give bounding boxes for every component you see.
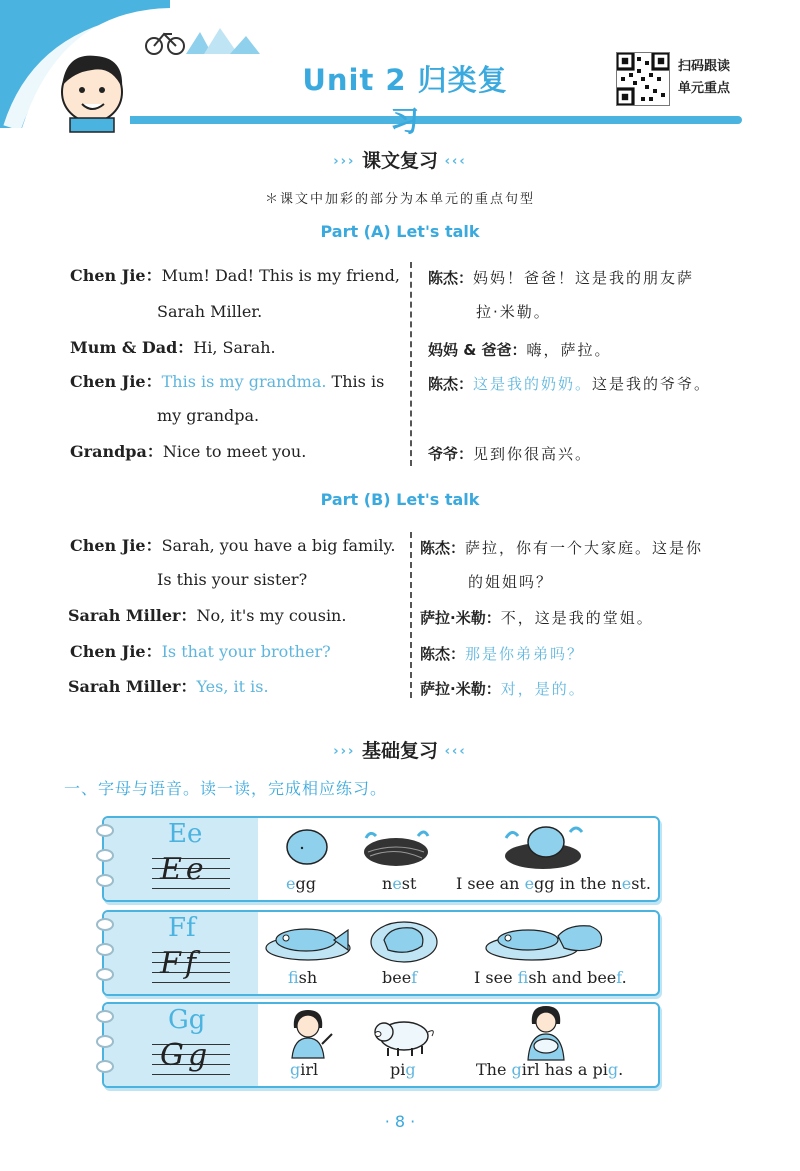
sentence-e: I see an egg in the nest. — [456, 874, 651, 893]
letter-script: Gg — [160, 1038, 212, 1073]
word-egg: egg — [286, 874, 316, 893]
key-sentence: Is that your brother? — [161, 642, 331, 661]
part-b-title: Part (B) Let's talk — [320, 490, 480, 509]
cn-text: 萨拉，你有一个大家庭。这是你 — [465, 539, 704, 557]
sentence-f: I see fish and beef. — [474, 968, 627, 987]
word-beef: beef — [382, 968, 418, 987]
cn-speaker: 萨拉·米勒： — [420, 609, 501, 627]
line-text: Nice to meet you. — [162, 442, 307, 461]
line-continuation: my grandpa. — [157, 406, 260, 425]
page-title: Unit 2 归类复习 — [302, 63, 508, 138]
dialogue-line — [68, 606, 346, 626]
section-title: 课文复习 — [361, 150, 438, 172]
cn-key-sentence: 对，是的。 — [500, 680, 586, 698]
beef-plate-icon — [368, 916, 440, 964]
exercise-title: 一、字母与语音。读一读，完成相应练习。 — [64, 779, 388, 798]
letter-script: Ff — [160, 946, 200, 981]
scan-line-1: 扫码跟读 — [678, 59, 731, 74]
cn-text: 妈妈！爸爸！这是我的朋友萨 — [473, 269, 695, 287]
arrow-left-icon: ‹‹‹ — [444, 154, 467, 169]
divider-a — [410, 262, 412, 466]
fish-and-beef-icon — [482, 918, 610, 964]
letter-print: Ff — [168, 913, 196, 943]
line-text: Mum! Dad! This is my friend, — [161, 266, 400, 285]
cn-speaker: 爷爷： — [428, 445, 474, 463]
translation-line — [420, 538, 703, 558]
cn-speaker: 萨拉·米勒： — [420, 680, 501, 698]
key-sentence: This is my grandma. — [161, 372, 327, 391]
translation-line — [420, 679, 586, 699]
letter-card-g — [102, 1002, 660, 1088]
nest-icon — [360, 824, 432, 870]
cn-text: 这是我的爷爷。 — [592, 375, 712, 393]
dialogue-line — [70, 536, 395, 556]
speaker: Mum & Dad： — [70, 338, 194, 357]
section-title: 基础复习 — [361, 740, 438, 762]
scan-prompt — [678, 56, 748, 100]
binder-rings — [96, 824, 116, 899]
fish-plate-icon — [264, 920, 352, 964]
speaker: Chen Jie： — [70, 266, 162, 285]
pig-icon — [370, 1014, 440, 1058]
binder-rings — [96, 1010, 116, 1085]
dialogue-line — [70, 372, 384, 392]
dialogue-line — [70, 338, 276, 358]
cn-speaker: 陈杰： — [420, 645, 466, 663]
cn-speaker: 陈杰： — [420, 539, 466, 557]
letter-card-f — [102, 910, 660, 996]
qr-code-icon[interactable] — [616, 52, 670, 106]
translation-line — [428, 268, 694, 288]
arrow-left-icon: ‹‹‹ — [444, 744, 467, 759]
line-continuation: Sarah Miller. — [157, 302, 263, 321]
cn-text: 见到你很高兴。 — [473, 445, 593, 463]
translation-line — [420, 608, 654, 628]
word-girl: girl — [290, 1060, 319, 1079]
word-pig: pig — [390, 1060, 416, 1079]
sentence-g: The girl has a pig. — [476, 1060, 624, 1079]
cn-speaker: 陈杰： — [428, 269, 474, 287]
key-sentence-note: ＊课文中加彩的部分为本单元的重点句型 — [264, 192, 535, 207]
speaker: Chen Jie： — [70, 536, 162, 555]
translation-continuation: 拉·米勒。 — [476, 303, 551, 321]
line-text: Hi, Sarah. — [193, 338, 276, 357]
letter-print: Ee — [168, 819, 203, 849]
dialogue-line — [68, 677, 269, 697]
cn-text: 嗨，萨拉。 — [526, 341, 612, 359]
translation-line — [428, 340, 612, 360]
translation-continuation: 的姐姐吗？ — [468, 573, 554, 591]
line-text: This is — [326, 372, 385, 391]
speaker: Grandpa： — [70, 442, 163, 461]
girl-icon — [278, 1006, 336, 1060]
dialogue-line — [70, 266, 400, 286]
translation-line — [428, 444, 592, 464]
word-fish: fish — [288, 968, 318, 987]
speaker: Chen Jie： — [70, 372, 162, 391]
line-text: Sarah, you have a big family. — [161, 536, 396, 555]
divider-b — [410, 532, 412, 698]
page-number: · 8 · — [384, 1112, 416, 1131]
dialogue-line — [70, 442, 306, 462]
letter-print: Gg — [168, 1005, 206, 1035]
section-text-review — [0, 146, 800, 173]
egg-in-nest-icon — [500, 820, 586, 872]
part-a-title: Part (A) Let's talk — [320, 222, 480, 241]
line-continuation: Is this your sister? — [157, 570, 308, 589]
speaker: Sarah Miller： — [68, 606, 197, 625]
cn-speaker: 陈杰： — [428, 375, 474, 393]
cn-key-sentence: 那是你弟弟吗？ — [465, 645, 585, 663]
line-text: No, it's my cousin. — [196, 606, 347, 625]
key-sentence: Yes, it is. — [196, 677, 269, 696]
section-basic-review — [0, 736, 800, 763]
cn-key-sentence: 这是我的奶奶。 — [473, 375, 593, 393]
translation-line — [420, 644, 584, 664]
dialogue-line — [70, 642, 331, 662]
letter-script: Ee — [160, 852, 208, 887]
arrow-right-icon: ››› — [333, 744, 356, 759]
word-nest: nest — [382, 874, 417, 893]
letter-card-e — [102, 816, 660, 902]
cn-speaker: 妈妈 & 爸爸： — [428, 341, 527, 359]
egg-icon — [284, 826, 330, 866]
binder-rings — [96, 918, 116, 993]
bicycle-mountains-icon — [142, 24, 262, 56]
translation-line — [428, 374, 711, 394]
girl-with-pig-icon — [518, 1004, 574, 1062]
speaker: Chen Jie： — [70, 642, 162, 661]
cn-text: 不，这是我的堂姐。 — [500, 609, 654, 627]
scan-line-2: 单元重点 — [678, 81, 731, 96]
arrow-right-icon: ››› — [333, 154, 356, 169]
speaker: Sarah Miller： — [68, 677, 197, 696]
